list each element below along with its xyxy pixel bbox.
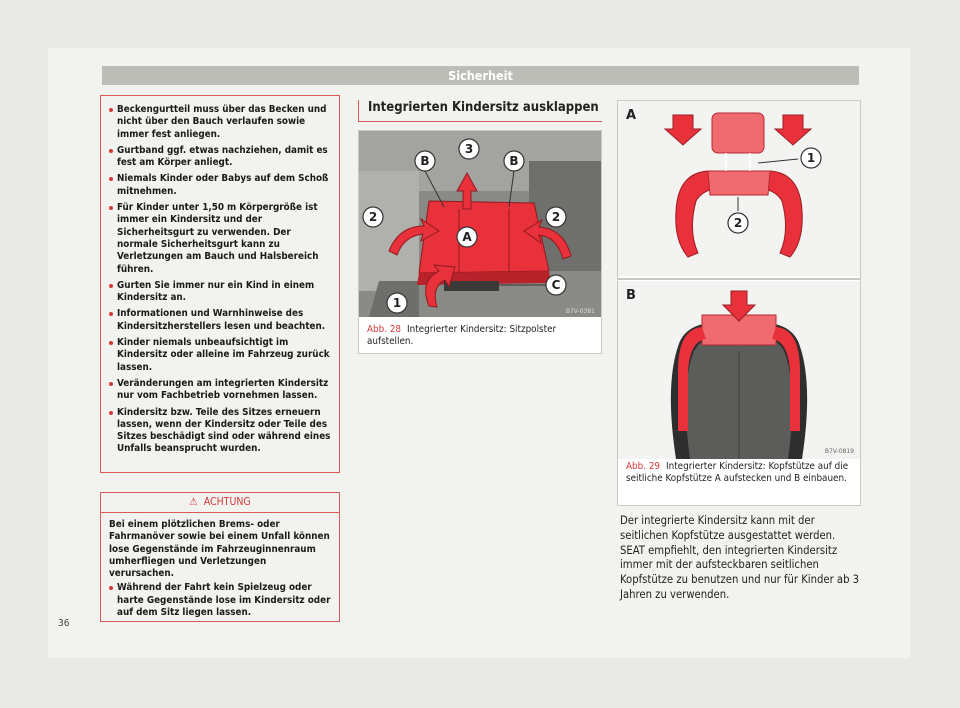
warning-item: Niemals Kinder oder Babys auf dem Schoß mitnehmen.	[109, 173, 331, 198]
achtung-text: Bei einem plötzlichen Brems- oder Fahrmanöver sowie bei einem Unfall können lose Gegenstände im Fahrzeuginnenraum umherfliegen und Verletzungen verursachen.	[109, 519, 330, 580]
achtung-header	[101, 493, 339, 513]
page-header: Sicherheit	[102, 66, 859, 85]
fig29-panel-a: A	[626, 108, 637, 123]
figure-29	[617, 100, 861, 506]
fig28-label-1: 1	[392, 296, 402, 310]
warning-item: Kinder niemals unbeaufsichtigt im Kindersitz oder alleine im Fahrzeug zurück lassen.	[109, 337, 331, 374]
warning-item: Gurten Sie immer nur ein Kind in einem Kindersitz an.	[109, 280, 331, 305]
achtung-bullet: Während der Fahrt kein Spielzeug oder harte Gegenstände lose im Kindersitz oder auf dem Sitz liegen lassen.	[109, 582, 331, 619]
warning-item: Gurtband ggf. etwas nachziehen, damit es fest am Körper anliegt.	[109, 145, 331, 170]
fig28-label-3: 3	[464, 142, 474, 156]
fig29-caption	[626, 461, 854, 486]
fig29-caption-text: Integrierter Kindersitz: Kopfstütze auf die seitliche Kopfstütze A aufstecken und B einbauen.	[626, 461, 849, 485]
fig29-label-1: 1	[806, 151, 816, 165]
warning-item: Informationen und Warnhinweise des Kindersitzherstellers lesen und beachten.	[109, 308, 331, 333]
fig28-code: B7V-0381	[565, 308, 595, 315]
figure-28	[358, 130, 602, 354]
warning-item: Für Kinder unter 1,50 m Körpergröße ist immer ein Kindersitz und der Sicherheitsgurt zu verwenden. Der normale Sicherheitsgurt kann zu Verletzungen am Bauch und Halsbereich führen.	[109, 202, 331, 276]
warning-item: Veränderungen am integrierten Kindersitz nur vom Fachbetrieb vornehmen lassen.	[109, 378, 331, 403]
headrest-illustration	[618, 101, 860, 459]
fig28-label-2-right: 2	[551, 210, 561, 224]
fig28-caption-text: Integrierter Kindersitz: Sitzpolster aufstellen.	[367, 324, 557, 348]
page-number: 36	[58, 618, 70, 629]
fig28-label-b-right: B	[509, 154, 519, 168]
fig28-abb: Abb. 28	[367, 324, 402, 335]
fig28-label-b-left: B	[420, 154, 430, 168]
fig28-label-c: C	[551, 278, 561, 292]
warning-item: Kindersitz bzw. Teile des Sitzes erneuern lassen, wenn der Kindersitz oder Teile des Sitzes beschädigt sind oder während eines Unfalls beansprucht wurden.	[109, 407, 331, 456]
fig29-panel-b: B	[626, 288, 636, 303]
child-seat-cushion-illustration	[359, 131, 601, 317]
fig29-abb: Abb. 29	[626, 461, 661, 472]
warning-triangle-icon: ⚠	[189, 496, 198, 508]
fig29-label-2: 2	[733, 216, 743, 230]
achtung-title: ACHTUNG	[203, 496, 251, 508]
section-title: Integrierten Kindersitz ausklappen	[358, 100, 602, 122]
fig28-caption	[367, 324, 595, 349]
warning-item: Beckengurtteil muss über das Becken und nicht über den Bauch verlaufen sowie immer fest anliegen.	[109, 104, 331, 141]
warning-box	[100, 95, 340, 473]
body-paragraph: Der integrierte Kindersitz kann mit der seitlichen Kopfstütze ausgestattet werden. SEAT empfiehlt, den integrierten Kindersitz immer mit der aufsteckbaren seitlichen Kopfstütze zu benutzen und nur für Kinder ab 3 Jahren zu verwenden.	[620, 514, 860, 601]
fig28-label-a: A	[462, 230, 472, 244]
warning-list	[109, 104, 331, 456]
fig28-label-2-left: 2	[368, 210, 378, 224]
fig29-code: B7V-0819	[824, 448, 854, 455]
achtung-box	[100, 492, 340, 622]
